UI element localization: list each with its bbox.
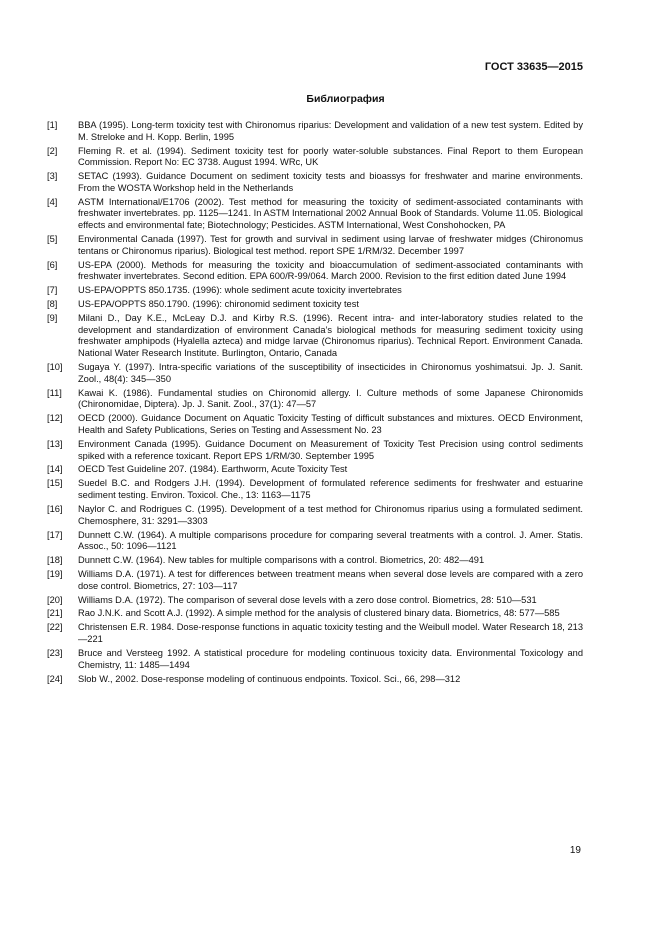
reference-text: BBA (1995). Long-term toxicity test with Chironomus riparius: Development and validation of a new test system. Edited by M. Streloke and H. Kopp. Berlin, 1995 (78, 120, 583, 142)
page-number: 19 (569, 845, 581, 856)
reference-number: [20] (47, 594, 63, 605)
reference-text: US-EPA (2000). Methods for measuring the toxicity and bioaccumulation of sediment-associated contaminants with freshwater invertebrates. Second edition. EPA 600/R-99/064. March 2000. Revision to the first edition dated June 1994 (78, 259, 583, 282)
reference-item (47, 197, 583, 232)
reference-number: [8] (47, 299, 58, 310)
reference-text: OECD Test Guideline 207. (1984). Earthworm, Acute Toxicity Test (78, 464, 348, 475)
reference-number: [22] (47, 622, 63, 633)
reference-item (47, 569, 583, 592)
reference-item (47, 648, 583, 671)
reference-number: [17] (47, 529, 63, 540)
reference-number: [23] (47, 647, 63, 658)
reference-text: OECD (2000). Guidance Document on Aquatic Toxicity Testing of difficult substances and mixtures. OECD Environment, Health and Safety Publications, Series on Testing and Assessment No. 23 (78, 413, 583, 435)
reference-item (47, 478, 583, 501)
reference-number: [16] (47, 503, 63, 514)
reference-number: [6] (47, 259, 58, 270)
reference-text: Slob W., 2002. Dose-response modeling of continuous endpoints. Toxicol. Sci., 66, 298—312 (78, 673, 461, 684)
reference-text: Naylor C. and Rodrigues C. (1995). Development of a test method for Chironomus riparius using a formulated sediment. Chemosphere, 31: 3291—3303 (78, 503, 583, 526)
reference-text: Rao J.N.K. and Scott A.J. (1992). A simple method for the analysis of clustered binary data. Biometrics, 48: 577—585 (78, 608, 560, 619)
reference-item (47, 234, 583, 257)
reference-text: Dunnett C.W. (1964). New tables for multiple comparisons with a control. Biometrics, 20: 482—491 (78, 555, 485, 566)
reference-item (47, 120, 583, 143)
reference-item (47, 171, 583, 194)
reference-item (47, 530, 583, 553)
reference-item (47, 299, 583, 311)
reference-number: [18] (47, 555, 63, 566)
reference-text: Fleming R. et al. (1994). Sediment toxicity test for poorly water-soluble substances. Final Report to them European Commission. Report No: EC 3738. August 1994. WRc, UK (78, 145, 583, 168)
reference-number: [24] (47, 673, 63, 684)
reference-text: SETAC (1993). Guidance Document on sediment toxicity tests and bioassys for freshwater and marine environments. From the WOSTA Workshop held in the Netherlands (78, 171, 583, 193)
reference-number: [2] (47, 145, 58, 156)
reference-item (47, 674, 583, 686)
reference-number: [9] (47, 313, 58, 324)
reference-text: Environmental Canada (1997). Test for growth and survival in sediment using larvae of freshwater midges (Chironomus tentans or Chironomus riparius). Biological test method. report SPE 1/RM/32. December 1997 (78, 234, 583, 256)
reference-item (47, 608, 583, 620)
reference-text: ASTM International/E1706 (2002). Test method for measuring the toxicity of sediment-associated contaminants with freshwater invertebrates. pp. 1125—1241. In ASTM International 2002 Annual Book of Standards. Volume 11.05. Biological effects and environmental fate; Biotechnology; Pesticides. ASTM International, West Conshohocken, PA (78, 196, 583, 231)
reference-text: Suedel B.C. and Rodgers J.H. (1994). Development of formulated reference sediments for freshwater and estuarine sediment testing. Environ. Toxicol. Che., 13: 1163—1175 (78, 478, 583, 501)
reference-item (47, 555, 583, 567)
reference-item (47, 285, 583, 297)
reference-text: Kawai K. (1986). Fundamental studies on Chironomid allergy. I. Culture methods of some Japanese Chironomids (Chironomidae, Diptera). Jp. J. Sanit. Zool., 37(1): 47—57 (78, 387, 583, 410)
reference-text: Milani D., Day K.E., McLeay D.J. and Kirby R.S. (1996). Recent intra- and inter-laboratory studies related to the development and standardization of environment Canada’s biological methods for measuring sediment toxicity using freshwater amphipods (Hyalella azteca) and midge larvae (Chironomus riparius). Technical Report. Environment Canada. National Water Research Institute. Burlington, Ontario, Canada (78, 313, 583, 359)
reference-number: [13] (47, 438, 63, 449)
reference-item (47, 362, 583, 385)
reference-item (47, 439, 583, 462)
standard-header: ГОСТ 33635—2015 (484, 61, 583, 73)
reference-item (47, 413, 583, 436)
section-title: Библиография (306, 93, 385, 105)
reference-number: [3] (47, 171, 58, 182)
reference-number: [4] (47, 196, 58, 207)
reference-text: US-EPA/OPPTS 850.1735. (1996): whole sediment acute toxicity invertebrates (78, 285, 402, 296)
reference-item (47, 146, 583, 169)
reference-text: Bruce and Versteeg 1992. A statistical procedure for modeling continuous toxicity data. Environmental Toxicology and Chemistry, 11: 1485—1494 (78, 647, 583, 670)
reference-list (47, 120, 583, 687)
reference-item (47, 260, 583, 283)
reference-item (47, 464, 583, 476)
reference-item (47, 504, 583, 527)
reference-item (47, 388, 583, 411)
reference-number: [5] (47, 234, 58, 245)
reference-item (47, 313, 583, 360)
reference-number: [21] (47, 608, 63, 619)
reference-number: [11] (47, 387, 62, 398)
reference-number: [14] (47, 464, 63, 475)
reference-text: Environment Canada (1995). Guidance Document on Measurement of Toxicity Test Precision using control sediments spiked with a reference toxicant. Report EPS 1/RM/30. September 1995 (78, 438, 583, 461)
reference-text: Williams D.A. (1971). A test for differences between treatment means when several dose levels are compared with a zero dose control. Biometrics, 27: 103—117 (78, 568, 583, 591)
reference-number: [19] (47, 568, 63, 579)
reference-text: Dunnett C.W. (1964). A multiple comparisons procedure for comparing several treatments with a control. J. Amer. Statis. Assoc., 50: 1096—1121 (78, 529, 583, 552)
reference-number: [15] (47, 478, 63, 489)
reference-number: [7] (47, 285, 58, 296)
reference-item (47, 595, 583, 607)
reference-text: Sugaya Y. (1997). Intra-specific variations of the susceptibility of insecticides in Chironomus yoshimatsui. Jp. J. Sanit. Zool., 48(4): 345—350 (78, 362, 583, 384)
reference-number: [1] (47, 120, 58, 130)
reference-item (47, 622, 583, 645)
reference-number: [12] (47, 413, 63, 424)
reference-text: Williams D.A. (1972). The comparison of several dose levels with a zero dose control. Biometrics, 28: 510—531 (78, 594, 537, 605)
reference-number: [10] (47, 362, 63, 373)
reference-text: US-EPA/OPPTS 850.1790. (1996): chironomid sediment toxicity test (78, 299, 359, 310)
reference-text: Christensen E.R. 1984. Dose-response functions in aquatic toxicity testing and the Weibull model. Water Research 18, 213—221 (78, 622, 583, 645)
